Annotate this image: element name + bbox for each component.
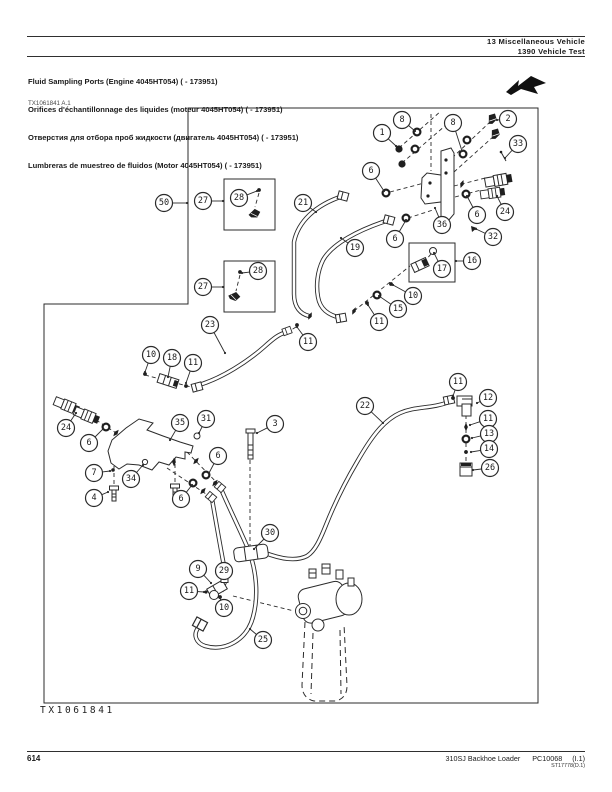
callout-31: [198, 411, 215, 435]
callout-number: 1: [379, 128, 385, 138]
callout-12: [476, 390, 497, 407]
callout-1: [374, 125, 398, 148]
callout-number: 10: [407, 291, 419, 301]
callout-32: [475, 228, 502, 246]
title-fr: Orifices d'échantillonnage des liquides (moteur 4045HT054) ( - 173951): [28, 105, 283, 115]
callout-11: [450, 374, 467, 398]
callout-number: 10: [218, 603, 230, 613]
callout-50: [156, 195, 189, 212]
callout-number: 8: [450, 118, 456, 128]
callout-number: 7: [91, 468, 97, 478]
header-subsection: 1390 Vehicle Test: [517, 46, 585, 56]
callout-11: [367, 304, 388, 331]
callout-14: [470, 441, 498, 458]
plate-35: [108, 419, 226, 503]
callout-number: 34: [125, 474, 137, 484]
hose-25-fitting: [192, 617, 207, 631]
callout-number: 11: [482, 414, 494, 424]
callout-24: [58, 412, 78, 437]
footer-catalog: PC10068: [532, 754, 563, 763]
callout-number: 19: [349, 243, 361, 253]
bracket-36: [421, 148, 454, 221]
callout-number: 16: [466, 256, 478, 266]
callout-number: 50: [158, 198, 170, 208]
figure-reference: TX1061841 A.1: [28, 100, 71, 107]
callout-number: 26: [484, 463, 496, 473]
clamp-30: [233, 544, 269, 563]
callout-number: 8: [399, 115, 405, 125]
callout-2: [496, 111, 517, 128]
callout-10: [216, 597, 233, 617]
footer-rule: [27, 751, 585, 752]
callout-number: 18: [166, 353, 178, 363]
callout-number: 17: [436, 264, 448, 274]
callout-number: 30: [264, 528, 276, 538]
callout-29: [216, 563, 233, 581]
footer-print-ref: ST17778(D.1): [551, 763, 585, 769]
filter-assembly: [296, 564, 363, 701]
callout-number: 36: [436, 220, 448, 230]
callout-number: 11: [452, 377, 464, 387]
callout-number: 2: [505, 114, 511, 124]
callout-25: [249, 628, 272, 649]
title-ru: Отверстия для отбора проб жидкости (двигатель 4045HT054) ( - 173951): [28, 133, 299, 143]
callout-28: [231, 190, 259, 207]
header-section: 13 Miscellaneous Vehicle: [487, 37, 585, 46]
elbow-12-column: [443, 395, 472, 476]
callout-number: 22: [359, 401, 371, 411]
figure-label: TX1061841: [40, 705, 115, 716]
callout-number: 6: [178, 494, 184, 504]
callout-28: [241, 263, 267, 280]
callout-number: 32: [487, 232, 499, 242]
callout-11: [469, 411, 497, 428]
callout-21: [295, 195, 318, 214]
footer-page-number: 614: [27, 754, 41, 763]
tube-end-fittings-upper: [337, 188, 409, 225]
callout-number: 31: [200, 414, 212, 424]
callout-number: 23: [204, 320, 216, 330]
callout-number: 6: [392, 234, 398, 244]
callout-24: [496, 195, 514, 221]
callout-number: 27: [197, 282, 209, 292]
footer-issue: (I.1): [572, 754, 585, 763]
callout-number: 21: [297, 198, 309, 208]
callout-number: 11: [183, 586, 195, 596]
callout-3: [256, 416, 284, 435]
callout-number: 15: [392, 304, 404, 314]
callout-11: [296, 326, 317, 351]
callout-27: [195, 279, 225, 296]
callout-19: [340, 237, 364, 257]
callout-number: 25: [257, 635, 269, 645]
callout-6: [363, 163, 386, 193]
callout-8: [445, 115, 464, 153]
callout-22: [357, 398, 385, 425]
footer-model: 310SJ Backhoe Loader: [445, 754, 521, 763]
callout-layer: [58, 111, 527, 649]
callout-23: [202, 317, 227, 355]
callout-number: 6: [86, 438, 92, 448]
callout-number: 11: [187, 358, 199, 368]
callout-13: [471, 426, 498, 443]
footer-publication: [446, 754, 586, 763]
callout-number: 35: [174, 418, 186, 428]
callout-7: [86, 465, 112, 482]
callout-number: 4: [91, 493, 97, 503]
callout-number: 12: [482, 393, 494, 403]
callout-11: [181, 583, 206, 600]
callout-number: 14: [483, 444, 495, 454]
inset-box-27a: [224, 179, 275, 230]
callout-4: [86, 490, 110, 507]
callout-33: [504, 136, 527, 160]
callout-35: [169, 415, 189, 442]
callout-number: 27: [197, 196, 209, 206]
callout-number: 6: [474, 210, 480, 220]
callout-number: 28: [233, 193, 245, 203]
callout-26: [472, 460, 499, 477]
title-en: Fluid Sampling Ports (Engine 4045HT054) ( - 173951): [28, 76, 218, 86]
callout-number: 28: [252, 266, 264, 276]
callout-17: [433, 252, 451, 278]
callout-number: 29: [218, 566, 230, 576]
callout-number: 11: [302, 337, 314, 347]
callout-34: [123, 464, 145, 488]
screw-3: [246, 429, 255, 459]
callout-number: 10: [145, 350, 157, 360]
callout-6: [208, 448, 227, 475]
callout-number: 13: [483, 429, 495, 439]
callout-10: [143, 347, 160, 374]
callout-6: [81, 428, 105, 452]
callout-11: [185, 355, 202, 385]
callout-number: 11: [373, 317, 385, 327]
title-es: Lumbreras de muestreo de fluidos (Motor 4045HT054) ( - 173951): [28, 161, 262, 171]
callout-number: 24: [60, 423, 72, 433]
callout-number: 24: [499, 207, 511, 217]
callout-number: 33: [512, 139, 524, 149]
callout-9: [190, 561, 213, 585]
callout-27: [195, 193, 225, 210]
continued-arrow-icon: [506, 76, 546, 95]
callout-number: 3: [272, 419, 278, 429]
callout-number: 6: [368, 166, 374, 176]
callout-6: [466, 195, 486, 224]
callout-8: [394, 112, 417, 133]
callout-18: [164, 350, 181, 379]
callout-16: [455, 253, 481, 270]
callout-number: 6: [215, 451, 221, 461]
callout-number: 9: [195, 564, 201, 574]
